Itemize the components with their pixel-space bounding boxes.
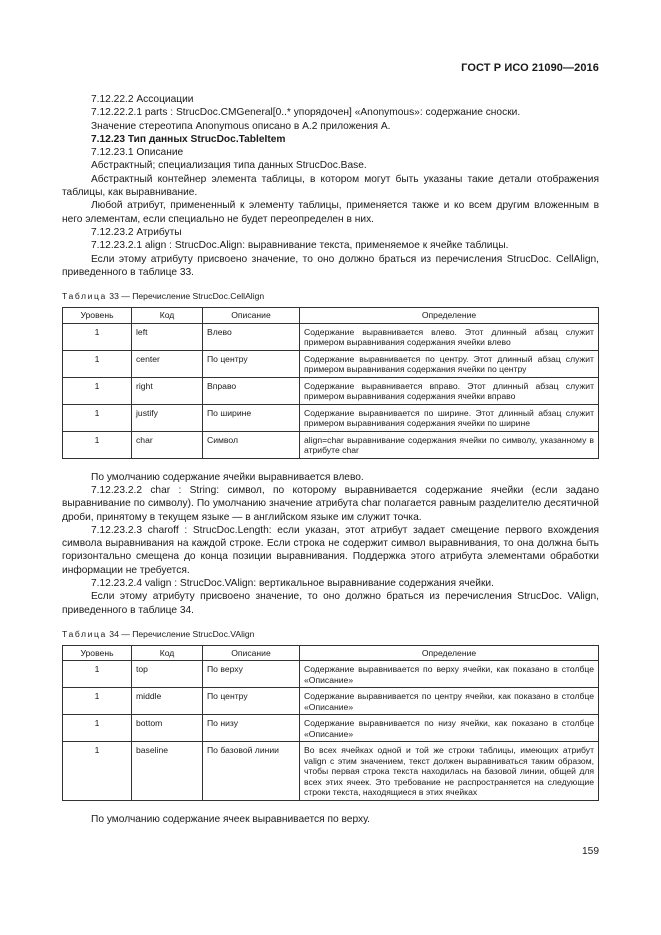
closing-paragraph: По умолчанию содержание ячеек выравнивается по верху. — [91, 813, 370, 825]
page-header-standard: ГОСТ Р ИСО 21090—2016 — [461, 62, 599, 74]
cell-definition: align=char выравнивание содержания ячейки по символу, указанному в атрибуте char — [300, 431, 599, 458]
cell-definition: Во всех ячейках одной и той же строки таблицы, имеющих атрибут valign с этим значением, текст должен выравниваться таким образом, чтобы первая строка текста находилась на базовой линии, общей для всех этих ячеек. Это требование не распространяется на следующие строки текста, находящиеся в этих ячейках — [300, 742, 599, 801]
col-header-definition: Определение — [300, 308, 599, 324]
table-row — [63, 688, 599, 715]
cell-code: char — [132, 431, 203, 458]
table-caption-prefix: Таблица — [62, 291, 107, 302]
table-row — [63, 323, 599, 350]
col-header-description: Описание — [203, 308, 300, 324]
cell-code: right — [132, 377, 203, 404]
cell-level: 1 — [63, 431, 132, 458]
table-row — [63, 404, 599, 431]
cell-description: По центру — [203, 688, 300, 715]
col-header-code: Код — [132, 645, 203, 661]
table-33-cellalign — [62, 307, 599, 459]
cell-description: Вправо — [203, 377, 300, 404]
table-row — [63, 742, 599, 801]
col-header-level: Уровень — [63, 308, 132, 324]
cell-code: center — [132, 350, 203, 377]
cell-code: baseline — [132, 742, 203, 801]
paragraph: Если этому атрибуту присвоено значение, то оно должно браться из перечисления StrucDoc. CellAlign, приведенного в таблице 33. — [62, 253, 599, 278]
paragraph: Значение стереотипа Anonymous описано в А.2 приложения А. — [91, 120, 391, 132]
table-caption-prefix: Таблица — [62, 628, 107, 639]
cell-code: justify — [132, 404, 203, 431]
table-row — [63, 431, 599, 458]
cell-definition: Содержание выравнивается по центру. Этот длинный абзац служит примером выравнивания содержания ячейки по центру — [300, 350, 599, 377]
cell-definition: Содержание выравнивается по ширине. Этот длинный абзац служит примером выравнивания содержания ячейки по ширине — [300, 404, 599, 431]
cell-description: Символ — [203, 431, 300, 458]
section-block-2 — [62, 471, 599, 617]
table-row — [63, 661, 599, 688]
document-body — [62, 93, 599, 826]
col-header-description: Описание — [203, 645, 300, 661]
cell-level: 1 — [63, 661, 132, 688]
table-row — [63, 377, 599, 404]
table-row — [63, 715, 599, 742]
col-header-level: Уровень — [63, 645, 132, 661]
cell-definition: Содержание выравнивается по верху ячейки, как показано в столбце «Описание» — [300, 661, 599, 688]
table-34-valign — [62, 645, 599, 801]
cell-definition: Содержание выравнивается по низу ячейки, как показано в столбце «Описание» — [300, 715, 599, 742]
paragraph: Абстрактный контейнер элемента таблицы, в котором могут быть указаны такие детали отображения таблицы, как выравнивание. — [62, 173, 599, 199]
section-heading: 7.12.23 Тип данных StrucDoc.TableItem — [91, 133, 286, 145]
col-header-code: Код — [132, 308, 203, 324]
paragraph: По умолчанию содержание ячейки выравнивается влево. — [91, 471, 364, 483]
cell-code: bottom — [132, 715, 203, 742]
cell-code: left — [132, 323, 203, 350]
page-number: 159 — [582, 846, 599, 857]
cell-description: Влево — [203, 323, 300, 350]
cell-level: 1 — [63, 715, 132, 742]
table-header-row — [63, 308, 599, 324]
cell-description: По ширине — [203, 404, 300, 431]
cell-level: 1 — [63, 377, 132, 404]
paragraph: Любой атрибут, примененный к элементу таблицы, применяется также и ко всем другим вложенным в него элементам, если специально не будет переопределен в них. — [62, 200, 599, 225]
cell-level: 1 — [63, 404, 132, 431]
cell-description: По центру — [203, 350, 300, 377]
table-row — [63, 350, 599, 377]
paragraph: 7.12.23.2.1 align : StrucDoc.Align: выравнивание текста, применяемое к ячейке таблицы. — [91, 240, 509, 252]
cell-description: По низу — [203, 715, 300, 742]
cell-description: По базовой линии — [203, 742, 300, 801]
cell-definition: Содержание выравнивается вправо. Этот длинный абзац служит примером выравнивания содержания ячейки вправо — [300, 377, 599, 404]
paragraph: 7.12.22.2 Ассоциации — [91, 94, 194, 105]
cell-level: 1 — [63, 350, 132, 377]
cell-code: middle — [132, 688, 203, 715]
table-header-row — [63, 645, 599, 661]
cell-definition: Содержание выравнивается влево. Этот длинный абзац служит примером выравнивания содержания ячейки влево — [300, 323, 599, 350]
paragraph: 7.12.22.2.1 parts : StrucDoc.CMGeneral[0..* упорядочен] «Anonymous»: содержание сноски. — [91, 107, 521, 119]
cell-level: 1 — [63, 688, 132, 715]
paragraph: Абстрактный; специализация типа данных StrucDoc.Base. — [91, 160, 367, 172]
table-33-caption — [62, 291, 599, 302]
cell-level: 1 — [63, 742, 132, 801]
table-caption-title: 34 — Перечисление StrucDoc.VAlign — [109, 628, 255, 639]
paragraph: 7.12.23.2 Атрибуты — [91, 226, 182, 238]
cell-definition: Содержание выравнивается по центру ячейки, как показано в столбце «Описание» — [300, 688, 599, 715]
paragraph: 7.12.23.2.2 char : String: символ, по которому выравнивается содержание ячейки (если задано выравнивание по символу). По умолчанию значение атрибута char полагается равным разделителю десятичной дроби, принятому в текущем языке — в английском языке им служит точка. — [62, 484, 599, 523]
paragraph: 7.12.23.1 Описание — [91, 147, 184, 159]
paragraph: 7.12.23.2.3 charoff : StrucDoc.Length: если указан, этот атрибут задает смещение первого вхождения символа выравнивания на каждой строке. Если строка не содержит символ выравнивания, то она должна быть горизонтально смещена до конца позиции выравнивания. Поддержка этого атрибута элементами обработки информации не требуется. — [62, 524, 599, 576]
section-block-1 — [62, 93, 599, 279]
cell-level: 1 — [63, 323, 132, 350]
col-header-definition: Определение — [300, 645, 599, 661]
table-34-caption — [62, 629, 599, 640]
paragraph: 7.12.23.2.4 valign : StrucDoc.VAlign: вертикальное выравнивание содержания ячейки. — [91, 578, 494, 590]
paragraph: Если этому атрибуту присвоено значение, то оно должно браться из перечисления StrucDoc. VAlign, приведенного в таблице 34. — [62, 591, 599, 616]
cell-code: top — [132, 661, 203, 688]
table-caption-title: 33 — Перечисление StrucDoc.CellAlign — [109, 291, 265, 302]
cell-description: По верху — [203, 661, 300, 688]
